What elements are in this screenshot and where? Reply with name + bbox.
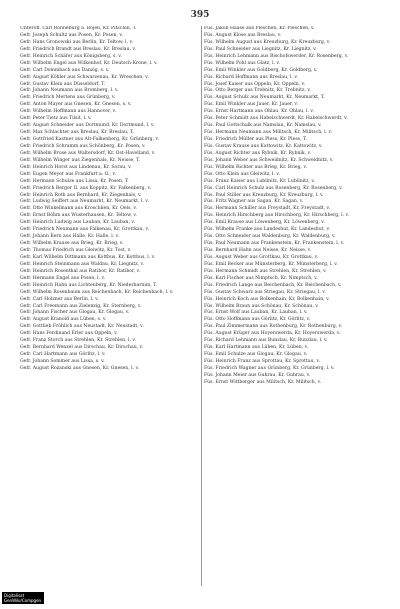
list-entry: Füs. Wilhelm August aus Kreuzburg, Kr. Kreuzburg, v.	[204, 39, 331, 45]
list-entry: Gefr. Ludwig Seiffert aus Neumarkt, Kr. Neumarkt, l. v.	[20, 199, 149, 205]
list-entry: Füs. Wilhelm Braun aus Schönau, Kr. Schönau, v.	[204, 303, 319, 309]
list-entry: Unteroff. Carl Ronneburg a. Bojen, Kr. Pitschin, T.	[20, 26, 137, 31]
list-entry: Füs. Emil Becker aus Münsterberg, Kr. Münsterberg, l. v.	[204, 261, 338, 267]
list-entry: Gefr. Heinrich Schäfer aus Königsberg, s. v.	[20, 53, 122, 59]
list-entry: Füs. Wilhelm Pohl aus Glatz, l. v.	[204, 60, 281, 66]
page-number: 395	[190, 10, 210, 20]
list-entry: Füs. Emil Krause aus Löwenberg, Kr. Löwenberg, v.	[204, 220, 325, 226]
list-entry: Füs. August Richter aus Rybnik, Kr. Rybnik, v.	[204, 150, 312, 156]
digitization-stamp	[2, 592, 44, 604]
list-entry: Gefr. August Kranold aus Lüben, s. v.	[20, 317, 107, 323]
list-entry: Gefr. Hermann Engel aus Posen, l. v.	[20, 275, 106, 281]
list-entry: Gefr. Franz Storch aus Strehlen, Kr. Strehlen, l. v.	[20, 338, 136, 344]
list-entry: Füs. Otto Berger aus Trebnitz, Kr. Trebnitz, v.	[204, 88, 311, 94]
list-entry: Füs. Wilhelm Franke aus Landeshut, Kr. Landeshut, v.	[204, 227, 330, 233]
list-entry: Füs. Richard Lehmann aus Bunzlau, Kr. Bunzlau, l. v.	[204, 338, 328, 344]
list-entry: Gefr. Hermann Schulze aus Lissa, Kr. Posen, T.	[20, 178, 129, 184]
list-entry: Gefr. Wilhelm Brose aus Waltersdorf, Kr. Ost-Havelland, v.	[20, 150, 156, 156]
list-entry: Gefr. Hans Gronowski aus Berlin, Kr. Teltow, l. v.	[20, 39, 133, 45]
list-entry: Gefr. Carl Holzner aus Berlin, l. v.	[20, 296, 99, 302]
list-entry: Füs. Otto Hoffmann aus Görlitz, Kr. Görlitz, v.	[204, 317, 311, 323]
list-entry: Gefr. Wilhelm Winger aus Ziegenhals, Kr. Neisse, T.	[20, 157, 141, 163]
list-entry: Gefr. Heinrich Steinmann aus Waldau, Kr. Liegnitz, v.	[20, 261, 145, 267]
list-entry: Füs. Otto Schneider aus Waldenburg, Kr. Waldenburg, v.	[204, 234, 336, 240]
list-entry: Füs. Fritz Wagner aus Sagan, Kr. Sagan, v.	[204, 199, 304, 205]
list-entry: Gefr. Wilhelm Krause aus Brieg, Kr. Brieg, v.	[20, 241, 124, 247]
list-entry: Gefr. Friedrich Neumann aus Falkenau, Kr. Grottkau, v.	[20, 227, 149, 233]
list-entry: Füs. Otto Klein aus Gleiwitz, l. v.	[204, 171, 280, 177]
list-entry: Gefr. Gustav Klein aus Düsseldorf, T.	[20, 81, 106, 87]
left-column	[20, 26, 198, 591]
list-entry: Füs. Friedrich Müller aus Pless, Kr. Pless, T.	[204, 137, 307, 142]
list-entry: Gefr. Ernst Böhm aus Wusterhausen, Kr. Teltow, v.	[20, 213, 137, 219]
list-entry: Füs. Franz Kaiser aus Lublinitz, Kr. Lublinitz, v.	[204, 178, 315, 184]
list-entry: Gefr. Friedrich Brandt aus Breslau, Kr. Breslau, v.	[20, 46, 136, 52]
list-entry: Füs. Johann Weber aus Schweidnitz, Kr. Schweidnitz, v.	[204, 157, 334, 163]
list-entry: Füs. Ernst Hartmann aus Ohlau, Kr. Ohlau, l. v.	[204, 109, 314, 115]
list-entry: Gefr. Thomas Friedrich aus Gleiwitz, Kr. Tost, v.	[20, 248, 132, 253]
right-column	[204, 26, 382, 591]
list-entry: Füs. August Klose aus Breslau, v.	[204, 32, 282, 38]
list-entry: Füs. Friedrich Wagner aus Grünberg, Kr. Grünberg, l. v.	[204, 365, 335, 371]
list-entry: Gefr. Johann Kern aus Halle, Kr. Halle, l. v.	[20, 234, 120, 240]
list-entry: Füs. Hermann Schmidt aus Strehlen, Kr. Strehlen, v.	[204, 268, 327, 274]
list-entry: Füs. Karl Fischer aus Nimptsch, Kr. Nimptsch, v.	[204, 275, 318, 281]
list-entry: Gefr. Heinrich Ludwig aus Lauban, Kr. Lauban, v.	[20, 220, 135, 226]
list-entry: Gefr. Heinrich Horst aus Lindenau, Kr. Sorau, v.	[20, 164, 132, 170]
list-entry: Gefr. August Rozanski aus Gnesen, Kr. Gnesen, l. v.	[20, 365, 140, 371]
list-entry: Füs. August Krüger aus Hoyerswerda, Kr. Hoyerswerda, v.	[204, 331, 341, 337]
list-entry: Gefr. Karl Wilhelm Dittmann aus Kottbus, Kr. Kottbus, l. v.	[20, 254, 156, 260]
list-entry: Gefr. Peter Tietz aus Tilsit, l. v.	[20, 116, 92, 122]
list-entry: Gefr. Hans Ferdinand Erler aus Oppeln, v.	[20, 331, 118, 337]
list-entry: Füs. August Schulz aus Neumarkt, Kr. Neumarkt, T.	[204, 95, 325, 101]
list-entry: Gefr. Heinrich Rosenthal aus Ratibor, Kr. Ratibor, v.	[20, 268, 141, 274]
columns	[0, 26, 400, 591]
list-entry: Gefr. August Schneider aus Dortmund, Kr. Dortmund, l. v.	[20, 123, 155, 129]
list-entry: Füs. Friedrich Lange aus Reichenbach, Kr. Reichenbach, v.	[204, 282, 342, 288]
list-entry: Gefr. Friedrich Berger II. aus Koppitz, Kr. Falkenberg, v.	[20, 185, 151, 191]
list-entry: Gefr. Wilhelm Engel aus Wilkenhof, Kr. Deutsch-Krone, l. v.	[20, 60, 158, 66]
list-entry: Füs. Wilhelm Richter aus Brieg, Kr. Brieg, v.	[204, 164, 307, 170]
list-entry: Füs. Bernhard Hahn aus Neisse, Kr. Neisse, v.	[204, 248, 312, 253]
list-entry: Füs. Paul Gottschalk aus Namslau, Kr. Namslau, v.	[204, 123, 322, 129]
list-entry: Gefr. Johann Sommer aus Lissa, s. v.	[20, 359, 105, 364]
list-entry: Gefr. Johann Fischer aus Glogau, Kr. Glogau, v.	[20, 310, 130, 316]
list-entry: Füs. Heinrich Lehmann aus Bischofswerder, Kr. Rosenberg, v.	[204, 53, 349, 59]
list-entry: Füs. Carl Heinrich Schulz aus Rosenberg, Kr. Rosenberg, v.	[204, 185, 343, 191]
list-entry: Füs. Heinrich Koch aus Bolkenhain, Kr. Bolkenhain, v.	[204, 296, 330, 302]
list-entry: Füs. Josef Kaiser aus Oppeln, Kr. Oppeln, v.	[204, 81, 306, 87]
list-entry: Gefr. Eugen Meyer aus Frankfurt a. O., v.	[20, 171, 117, 177]
list-entry: Gefr. Max Schlachter aus Breslau, Kr. Breslau, T.	[20, 130, 134, 136]
list-entry: Füs. Karl Hartmann aus Lüben, Kr. Lüben, v.	[204, 345, 309, 351]
list-entry: Füs. Richard Hoffmann aus Breslau, l. v.	[204, 74, 298, 80]
list-entry: Gefr. Otto Winkelmann aus Kroschken, Kr. Oels, v.	[20, 206, 137, 212]
list-entry: Füs. Ernst Wolf aus Lauban, Kr. Lauban, l. v.	[204, 310, 308, 316]
list-entry: Gefr. Carl Hartmann aus Görlitz, l. v.	[20, 352, 106, 358]
list-entry: Gefr. Carl Freemann aus Zielenzig, Kr. Sternberg, v.	[20, 303, 142, 309]
list-entry: Gefr. Wilhelm Hoffmann aus Hannover, v.	[20, 109, 117, 115]
list-entry: Füs. Jakob Haase aus Pleschen, Kr. Pleschen, v.	[204, 26, 315, 31]
list-entry: Füs. Hermann Neumann aus Militsch, Kr. Militsch, l. v.	[204, 130, 332, 136]
list-entry: Füs. Gustav Schwarz aus Striegau, Kr. Striegau, l. v.	[204, 289, 326, 295]
list-entry: Füs. Paul Schneider aus Liegnitz, Kr. Liegnitz, v.	[204, 46, 317, 52]
list-entry: Gefr. Gottlieb Fröhlich aus Neustadt, Kr. Neustadt, v.	[20, 324, 144, 330]
stamp-line-1: Digitalisat	[4, 593, 25, 598]
list-entry: Gefr. Gottfried Kastner aus Alt-Falkenberg, Kr. Grünberg, v.	[20, 137, 160, 142]
list-entry: Gefr. Friedrich Mertens aus Grünberg, v.	[20, 95, 116, 101]
stamp-line-2: GenWiki/Compgen	[4, 598, 42, 603]
list-entry: Füs. Ernst Wittberger aus Militsch, Kr. Militsch, v.	[204, 379, 322, 385]
list-entry: Gefr. Heinrich Roth aus Bernhard, Kr. Ziegenhals, v.	[20, 192, 142, 198]
list-entry: Füs. Paul Zimmermann aus Rothenburg, Kr. Rothenburg, v.	[204, 324, 343, 330]
list-entry: Füs. Hermann Schiller aus Freystadt, Kr. Freystadt, v.	[204, 206, 331, 212]
list-entry: Füs. Heinrich Hirschberg aus Hirschberg, Kr. Hirschberg, l. v.	[204, 213, 350, 219]
list-entry: Füs. Emil Winkler aus Goldberg, Kr. Goldberg, v.	[204, 67, 318, 73]
list-entry: Gefr. Johann Neumann aus Bromberg, l. v.	[20, 88, 119, 94]
list-entry: Gefr. August Köhler aus Schwarzenau, Kr. Wreschen, v.	[20, 74, 149, 80]
list-entry: Füs. Paul Stiller aus Kreuzburg, Kr. Kreuzburg, l. v.	[204, 192, 324, 198]
list-entry: Füs. Johann Meier aus Guhrau, Kr. Guhrau, v.	[204, 372, 311, 378]
list-entry: Füs. Heinrich Franz aus Sprottau, Kr. Sprottau, v.	[204, 359, 320, 364]
list-entry: Gefr. Wilhelm Rosenbaum aus Reichenbach, Kr. Reichenbach, l. v.	[20, 289, 174, 295]
list-entry: Füs. Emil Schulze aus Glogau, Kr. Glogau, v.	[204, 352, 308, 358]
list-entry: Füs. Paul Neumann aus Frankenstein, Kr. Frankenstein, l. v.	[204, 241, 345, 247]
list-entry: Gefr. Heinrich Hahn aus Lichtenberg, Kr. Niederbarnim, T.	[20, 282, 157, 288]
list-entry: Gefr. Friedrich Schramm aus Schönberg, Kr. Posen, v.	[20, 143, 146, 149]
list-entry: Gefr. Joseph Schultz aus Posen, Kr. Posen, v.	[20, 32, 123, 38]
list-entry: Füs. Gustav Krause aus Kattowitz, Kr. Kattowitz, v.	[204, 143, 323, 149]
list-entry: Füs. August Weber aus Grottkau, Kr. Grottkau, v.	[204, 254, 319, 260]
list-entry: Gefr. Carl Dommbach aus Danzig, s. v.	[20, 67, 110, 73]
list-entry: Gefr. Bernhard Wenzel aus Dirschau, Kr. Dirschau, v.	[20, 345, 144, 351]
list-entry: Füs. Peter Schmidt aus Habelschwerdt, Kr. Habelschwerdt, v.	[204, 116, 348, 122]
list-entry: Füs. Emil Winkler aus Jauer, Kr. Jauer, v.	[204, 102, 299, 108]
list-entry: Gefr. Anton Mayer aus Gnesen, Kr. Gnesen, s. v.	[20, 102, 132, 108]
